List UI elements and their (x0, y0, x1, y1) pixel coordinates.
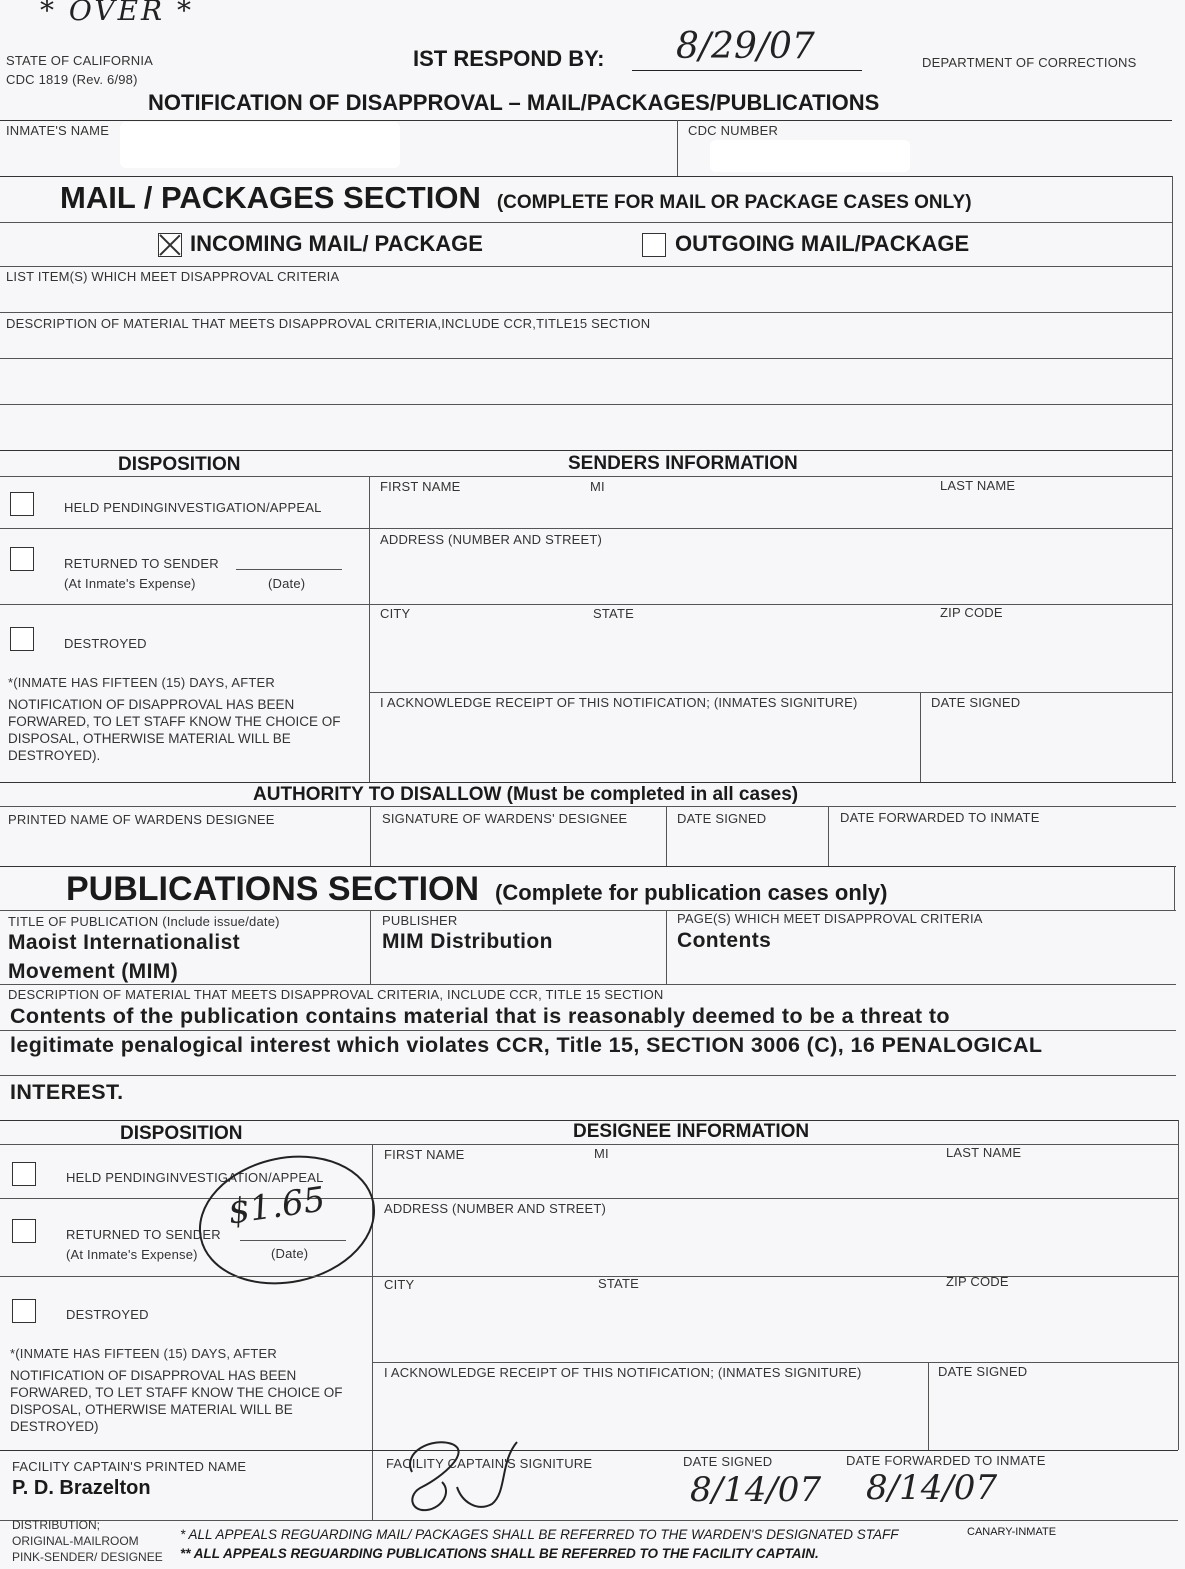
captain-name-value: P. D. Brazelton (12, 1477, 151, 1499)
mail-acknowledge-label: I ACKNOWLEDGE RECEIPT OF THIS NOTIFICATION; (INMATES SIGNITURE) (380, 695, 858, 710)
mail-fifteen-days-head: *(INMATE HAS FIFTEEN (15) DAYS, AFTER (8, 675, 275, 690)
list-items-label: LIST ITEM(S) WHICH MEET DISAPPROVAL CRITERIA (6, 269, 340, 284)
department-label: DEPARTMENT OF CORRECTIONS (922, 55, 1137, 70)
outgoing-mail-checkbox[interactable] (642, 233, 666, 257)
mail-mi-label: MI (590, 479, 605, 494)
pub-mi-label: MI (594, 1146, 609, 1161)
redaction-cdc-number (710, 140, 910, 172)
handwritten-amount: $1.65 (225, 1179, 328, 1233)
pub-returned-label: RETURNED TO SENDER (66, 1227, 221, 1242)
mail-held-checkbox[interactable] (10, 492, 34, 516)
pub-fifteen-days-body: NOTIFICATION OF DISAPPROVAL HAS BEEN FORWARED, TO LET STAFF KNOW THE CHOICE OF DISPOSAL, OTHERWISE MATERIAL WILL BE DESTROYED) (10, 1368, 343, 1434)
mail-state-label: STATE (593, 606, 634, 621)
mail-section-subtitle: (COMPLETE FOR MAIL OR PACKAGE CASES ONLY) (496, 192, 972, 213)
captain-signature (382, 1432, 532, 1520)
mail-section-heading: MAIL / PACKAGES SECTION (60, 180, 481, 215)
mail-destroyed-checkbox[interactable] (10, 627, 34, 651)
mail-fifteen-days-body: NOTIFICATION OF DISAPPROVAL HAS BEEN FORWARED, TO LET STAFF KNOW THE CHOICE OF DISPOSAL, OTHERWISE MATERIAL WILL BE DESTROYED). (8, 697, 341, 763)
form-id: CDC 1819 (Rev. 6/98) (6, 72, 138, 87)
top-handwritten-note: * OVER * (40, 0, 195, 27)
distribution-original: ORIGINAL-MAILROOM (12, 1534, 139, 1548)
pub-destroyed-checkbox[interactable] (12, 1299, 36, 1323)
state-label: STATE OF CALIFORNIA (6, 53, 154, 68)
designee-info-title: DESIGNEE INFORMATION (573, 1121, 810, 1142)
inmate-name-label: INMATE'S NAME (6, 123, 110, 138)
mail-destroyed-label: DESTROYED (64, 636, 147, 651)
mail-date-signed-label: DATE SIGNED (931, 695, 1021, 710)
wardens-date-signed-label: DATE SIGNED (677, 811, 767, 826)
footer-canary: CANARY-INMATE (967, 1526, 1057, 1538)
pub-fifteen-days-head: *(INMATE HAS FIFTEEN (15) DAYS, AFTER (10, 1346, 277, 1361)
mail-last-name-label: LAST NAME (940, 478, 1016, 493)
incoming-mail-checkbox[interactable] (158, 233, 182, 257)
incoming-mail-label: INCOMING MAIL/ PACKAGE (190, 231, 483, 256)
footer-note-1: * ALL APPEALS REGUARDING MAIL/ PACKAGES SHALL BE REFERRED TO THE WARDEN'S DESIGNATED STAFF (180, 1527, 899, 1542)
publication-title-value-1: Maoist Internationalist (8, 931, 241, 954)
wardens-date-forwarded-label: DATE FORWARDED TO INMATE (840, 810, 1040, 825)
pub-disposition-title: DISPOSITION (120, 1123, 243, 1144)
mail-held-label: HELD PENDINGINVESTIGATION/APPEAL (64, 500, 322, 515)
pub-held-label: HELD PENDINGINVESTIGATION/APPEAL (66, 1170, 324, 1185)
mail-first-name-label: FIRST NAME (380, 479, 461, 494)
pub-address-label: ADDRESS (NUMBER AND STREET) (384, 1201, 607, 1216)
captain-date-forwarded-label: DATE FORWARDED TO INMATE (846, 1453, 1046, 1468)
mail-returned-checkbox[interactable] (10, 547, 34, 571)
pub-returned-date-label: (Date) (271, 1246, 309, 1261)
pub-city-label: CITY (384, 1277, 415, 1292)
pub-returned-sub: (At Inmate's Expense) (66, 1247, 198, 1262)
mail-section-title (60, 180, 972, 216)
publication-description-label: DESCRIPTION OF MATERIAL THAT MEETS DISAPPROVAL CRITERIA, INCLUDE CCR, TITLE 15 SECTION (8, 987, 664, 1002)
mail-city-label: CITY (380, 606, 411, 621)
pub-date-signed-label: DATE SIGNED (938, 1364, 1028, 1379)
authority-title: AUTHORITY TO DISALLOW (Must be completed in all cases) (253, 784, 799, 805)
publications-subtitle: (Complete for publication cases only) (495, 880, 888, 905)
respond-by-label: IST RESPOND BY: (413, 46, 605, 71)
wardens-signature-label: SIGNATURE OF WARDENS' DESIGNEE (382, 811, 628, 826)
pub-held-checkbox[interactable] (12, 1162, 36, 1186)
footer-note-2: ** ALL APPEALS REGUARDING PUBLICATIONS SHALL BE REFERRED TO THE FACILITY CAPTAIN. (180, 1546, 819, 1561)
captain-name-label: FACILITY CAPTAIN'S PRINTED NAME (12, 1459, 247, 1474)
pub-last-name-label: LAST NAME (946, 1145, 1022, 1160)
cdc-number-label: CDC NUMBER (688, 123, 779, 138)
distribution-head: DISTRIBUTION; (12, 1518, 101, 1532)
captain-date-forwarded-value: 8/14/07 (866, 1468, 998, 1508)
mail-zip-label: ZIP CODE (940, 605, 1003, 620)
pub-zip-label: ZIP CODE (946, 1274, 1009, 1289)
pages-value: Contents (677, 929, 772, 952)
publication-title-value-2: Movement (MIM) (8, 960, 179, 983)
publication-description-line-3: INTEREST. (10, 1080, 124, 1104)
mail-returned-date-label: (Date) (268, 576, 306, 591)
wardens-printed-name-label: PRINTED NAME OF WARDENS DESIGNEE (8, 812, 275, 827)
form-title: NOTIFICATION OF DISAPPROVAL – MAIL/PACKAGES/PUBLICATIONS (148, 90, 880, 115)
captain-date-signed-value: 8/14/07 (690, 1470, 822, 1510)
senders-info-title: SENDERS INFORMATION (568, 453, 798, 474)
publication-title-label: TITLE OF PUBLICATION (Include issue/date) (8, 914, 280, 929)
captain-date-signed-label: DATE SIGNED (683, 1454, 773, 1469)
respond-by-date: 8/29/07 (676, 26, 815, 67)
outgoing-mail-label: OUTGOING MAIL/PACKAGE (675, 231, 970, 256)
mail-address-label: ADDRESS (NUMBER AND STREET) (380, 532, 603, 547)
publication-description-line-2: legitimate penalogical interest which violates CCR, Title 15, SECTION 3006 (C), 16 PENALOGICAL (10, 1033, 1043, 1057)
mail-description-label: DESCRIPTION OF MATERIAL THAT MEETS DISAPPROVAL CRITERIA,INCLUDE CCR,TITLE15 SECTION (6, 316, 651, 331)
mail-returned-sub: (At Inmate's Expense) (64, 576, 196, 591)
pub-returned-checkbox[interactable] (12, 1219, 36, 1243)
publisher-value: MIM Distribution (382, 930, 553, 953)
distribution-pink: PINK-SENDER/ DESIGNEE (12, 1550, 163, 1564)
publisher-label: PUBLISHER (382, 913, 458, 928)
pub-acknowledge-label: I ACKNOWLEDGE RECEIPT OF THIS NOTIFICATION; (INMATES SIGNITURE) (384, 1365, 862, 1380)
pages-label: PAGE(S) WHICH MEET DISAPPROVAL CRITERIA (677, 911, 983, 926)
redaction-inmate-name (120, 122, 400, 168)
publication-description-line-1: Contents of the publication contains material that is reasonably deemed to be a threat to (10, 1004, 950, 1028)
pub-state-label: STATE (598, 1276, 639, 1291)
publications-heading: PUBLICATIONS SECTION (66, 870, 480, 908)
publications-section-title (66, 870, 887, 909)
captain-signature-label: FACILITY CAPTAIN'S SIGNITURE (386, 1456, 593, 1471)
mail-disposition-title: DISPOSITION (118, 454, 241, 475)
pub-first-name-label: FIRST NAME (384, 1147, 465, 1162)
pub-destroyed-label: DESTROYED (66, 1307, 149, 1322)
mail-returned-label: RETURNED TO SENDER (64, 556, 219, 571)
